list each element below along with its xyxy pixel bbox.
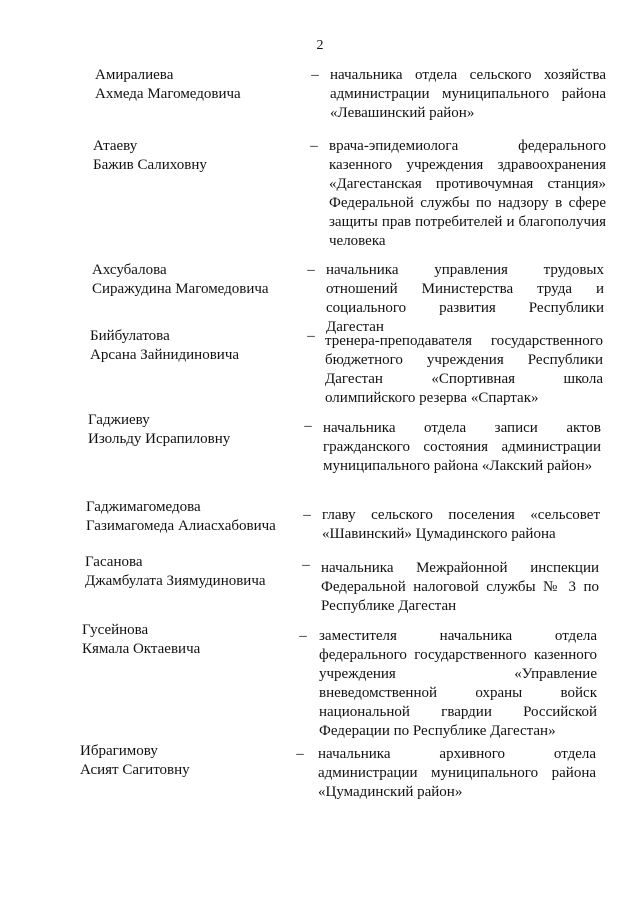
dash-separator: – [307,328,315,344]
list-item [0,137,640,247]
dash-separator: – [311,67,319,83]
list-item [0,498,640,543]
page-number: 2 [316,38,324,53]
list-item [0,327,640,407]
list-item [0,66,640,126]
dash-separator: – [307,262,315,278]
person-surname: Бийбулатова [90,328,170,344]
position-description: начальника управления трудовых отношений Министерства труда и социального развития Республики Дагестан [326,262,604,335]
person-surname: Ибрагимову [80,743,158,759]
person-surname: Гусейнова [82,622,149,638]
list-item [0,742,640,802]
person-given-name: Асият Сагитовну [80,762,190,778]
position-description: заместителя начальника отдела федерального государственного казенного учреждения «Управление вневедомственной охраны войск национальной гвардии Российской Федерации по Республике Дагестан» [319,628,597,739]
list-item [0,621,640,739]
list-item [0,553,640,613]
person-given-name: Газимагомеда Алиасхабовича [86,518,276,534]
person-given-name: Арсана Зайнидиновича [90,347,240,363]
person-surname: Гаджимагомедова [86,499,201,515]
list-item [0,411,640,491]
person-given-name: Изольду Исрапиловну [88,431,231,447]
dash-separator: – [310,138,318,154]
position-description: главу сельского поселения «сельсовет «Шавинский» Цумадинского района [322,507,600,542]
position-description: врача-эпидемиолога федерального казенного учреждения здравоохранения «Дагестанская противочумная станция» Федеральной службы по надзору в сфере защиты прав потребителей и благополучия человека [329,138,606,249]
person-given-name: Ахмеда Магомедовича [95,86,241,102]
person-given-name: Кямала Октаевича [82,641,201,657]
position-description: начальника отдела сельского хозяйства администрации муниципального района «Левашинский район» [330,67,606,121]
person-given-name: Сиражудина Магомедовича [92,281,269,297]
list-item [0,261,640,335]
person-surname: Ахсубалова [92,262,167,278]
person-surname: Гасанова [85,554,143,570]
person-surname: Атаеву [93,138,138,154]
position-description: начальника отдела записи актов гражданского состояния администрации муниципального района «Лакский район» [323,420,601,474]
dash-separator: – [303,507,311,523]
person-surname: Амиралиева [95,67,174,83]
person-given-name: Бажив Салиховну [93,157,207,173]
person-surname: Гаджиеву [88,412,150,428]
dash-separator: – [302,557,310,573]
position-description: тренера-преподавателя государственного бюджетного учреждения Республики Дагестан «Спортивная школа олимпийского резерва «Спартак» [325,333,603,406]
dash-separator: – [296,746,304,762]
dash-separator: – [304,418,312,434]
position-description: начальника архивного отдела администрации муниципального района «Цумадинский район» [318,746,596,800]
dash-separator: – [299,628,307,644]
person-given-name: Джамбулата Зиямудиновича [85,573,266,589]
position-description: начальника Межрайонной инспекции Федеральной налоговой службы № 3 по Республике Дагестан [321,560,599,614]
